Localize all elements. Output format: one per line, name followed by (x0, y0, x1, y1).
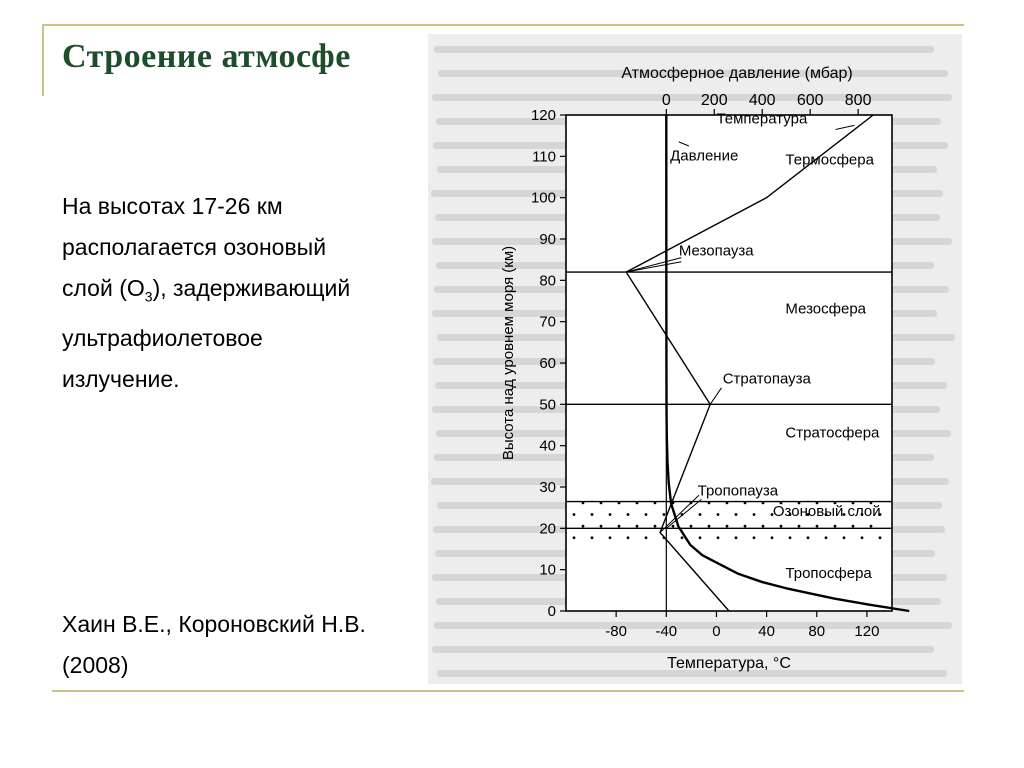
annotation-pressure: Давление (670, 147, 739, 165)
ozone-dot-3 (627, 536, 630, 539)
x-tick-label-40: 40 (758, 623, 775, 640)
pressure-tick-label-600: 600 (796, 92, 824, 109)
citation-authors: Хаин В.Е., Короновский Н.В. (62, 611, 366, 637)
ozone-dot-30 (798, 525, 801, 528)
y-tick-label-0: 0 (547, 603, 556, 620)
body-line-5: излучение. (62, 365, 180, 392)
ozone-dot-45 (753, 513, 756, 516)
citation-year: (2008) (62, 652, 129, 678)
ozone-dot-35 (573, 513, 576, 516)
annotation-mesopause: Мезопауза (678, 242, 754, 260)
x-tick-label--40: -40 (655, 623, 678, 640)
pressure-tick-label-400: 400 (748, 92, 776, 109)
y-tick-label-60: 60 (539, 355, 556, 372)
ozone-dot-42 (699, 513, 702, 516)
annotation-tropopause: Тропопауза (697, 482, 779, 500)
y-tick-label-90: 90 (539, 231, 556, 248)
ozone-dot-29 (780, 525, 783, 528)
x-tick-label-120: 120 (854, 623, 880, 640)
y-tick-label-110: 110 (532, 148, 556, 166)
annotation-temp: Температура (716, 110, 808, 128)
ozone-dot-16 (861, 536, 864, 539)
ozone-dot-19 (600, 525, 603, 528)
y-tick-label-10: 10 (539, 561, 556, 579)
ozone-subscript: 3 (144, 288, 153, 305)
body-line-3-post: ), задерживающий (152, 275, 351, 301)
y-axis-title: Высота над уровнем моря (км) (500, 245, 517, 461)
annotation-meso: Мезосфера (785, 300, 867, 318)
annotation-stratopause: Стратопауза (722, 370, 811, 388)
pressure-tick-label-200: 200 (700, 92, 728, 109)
ozone-dot-8 (717, 536, 720, 539)
ozone-dot-24 (690, 525, 693, 528)
ozone-dot-13 (807, 536, 810, 539)
annotation-ozone: Озоновый слой (772, 502, 881, 520)
ozone-dot-11 (771, 536, 774, 539)
y-tick-label-80: 80 (539, 272, 556, 290)
y-tick-label-30: 30 (539, 479, 556, 496)
slide-title: Строение атмосфе (62, 38, 351, 75)
x-tick-label--80: -80 (605, 623, 627, 640)
ozone-dot-27 (744, 525, 747, 528)
ozone-dot-18 (582, 525, 585, 528)
ozone-dot-7 (699, 536, 702, 539)
pressure-tick-label-800: 800 (844, 92, 872, 109)
ozone-dot-20 (618, 525, 621, 528)
ozone-dot-17 (879, 536, 882, 539)
ozone-dot-15 (843, 536, 846, 539)
ozone-dot-39 (645, 513, 648, 516)
y-tick-label-120: 120 (530, 107, 556, 124)
ozone-dot-22 (654, 525, 657, 528)
ozone-dot-36 (591, 513, 594, 516)
pressure-axis-title: Атмосферное давление (мбар) (621, 65, 853, 82)
ozone-dot-2 (609, 536, 612, 539)
annotation-thermo: Термосфера (785, 151, 874, 169)
annotation-strato: Стратосфера (785, 424, 880, 442)
body-line-1: На высотах 17-26 км (62, 193, 283, 219)
ozone-dot-25 (708, 525, 711, 528)
body-line-3-pre: слой (О (62, 275, 145, 301)
ozone-dot-31 (816, 525, 819, 528)
ozone-dot-44 (735, 513, 738, 516)
ozone-dot-23 (672, 525, 675, 528)
pressure-tick-label-0: 0 (661, 92, 671, 109)
ozone-dot-37 (609, 513, 612, 516)
y-tick-label-20: 20 (539, 520, 556, 538)
ozone-dot-40 (663, 513, 666, 516)
annotation-tropo: Тропосфера (785, 564, 872, 582)
body-line-2: располагается озоновый (62, 234, 327, 260)
x-tick-label-0: 0 (712, 623, 721, 640)
ozone-dot-26 (726, 525, 729, 528)
ozone-dot-10 (753, 536, 756, 539)
ozone-dot-21 (636, 525, 639, 528)
ozone-dot-43 (717, 513, 720, 516)
temperature-axis-title: Температура, °С (667, 655, 791, 672)
y-tick-label-70: 70 (539, 313, 556, 331)
ozone-dot-9 (735, 536, 738, 539)
ozone-dot-14 (825, 536, 828, 539)
plot-area (566, 115, 892, 611)
y-tick-label-100: 100 (530, 189, 556, 207)
ozone-dot-0 (573, 536, 576, 539)
ozone-dot-4 (645, 536, 648, 539)
body-line-4: ультрафиолетовое (62, 324, 263, 351)
ozone-dot-34 (870, 525, 873, 528)
ozone-dot-1 (591, 536, 594, 539)
ozone-dot-28 (762, 525, 765, 528)
ozone-dot-12 (789, 536, 792, 539)
y-tick-label-50: 50 (539, 396, 556, 414)
ozone-dot-38 (627, 513, 630, 516)
ozone-dot-32 (834, 525, 837, 528)
ozone-dot-33 (852, 525, 855, 528)
ozone-dot-6 (681, 536, 684, 539)
x-tick-label-80: 80 (808, 623, 826, 640)
y-tick-label-40: 40 (539, 437, 556, 455)
